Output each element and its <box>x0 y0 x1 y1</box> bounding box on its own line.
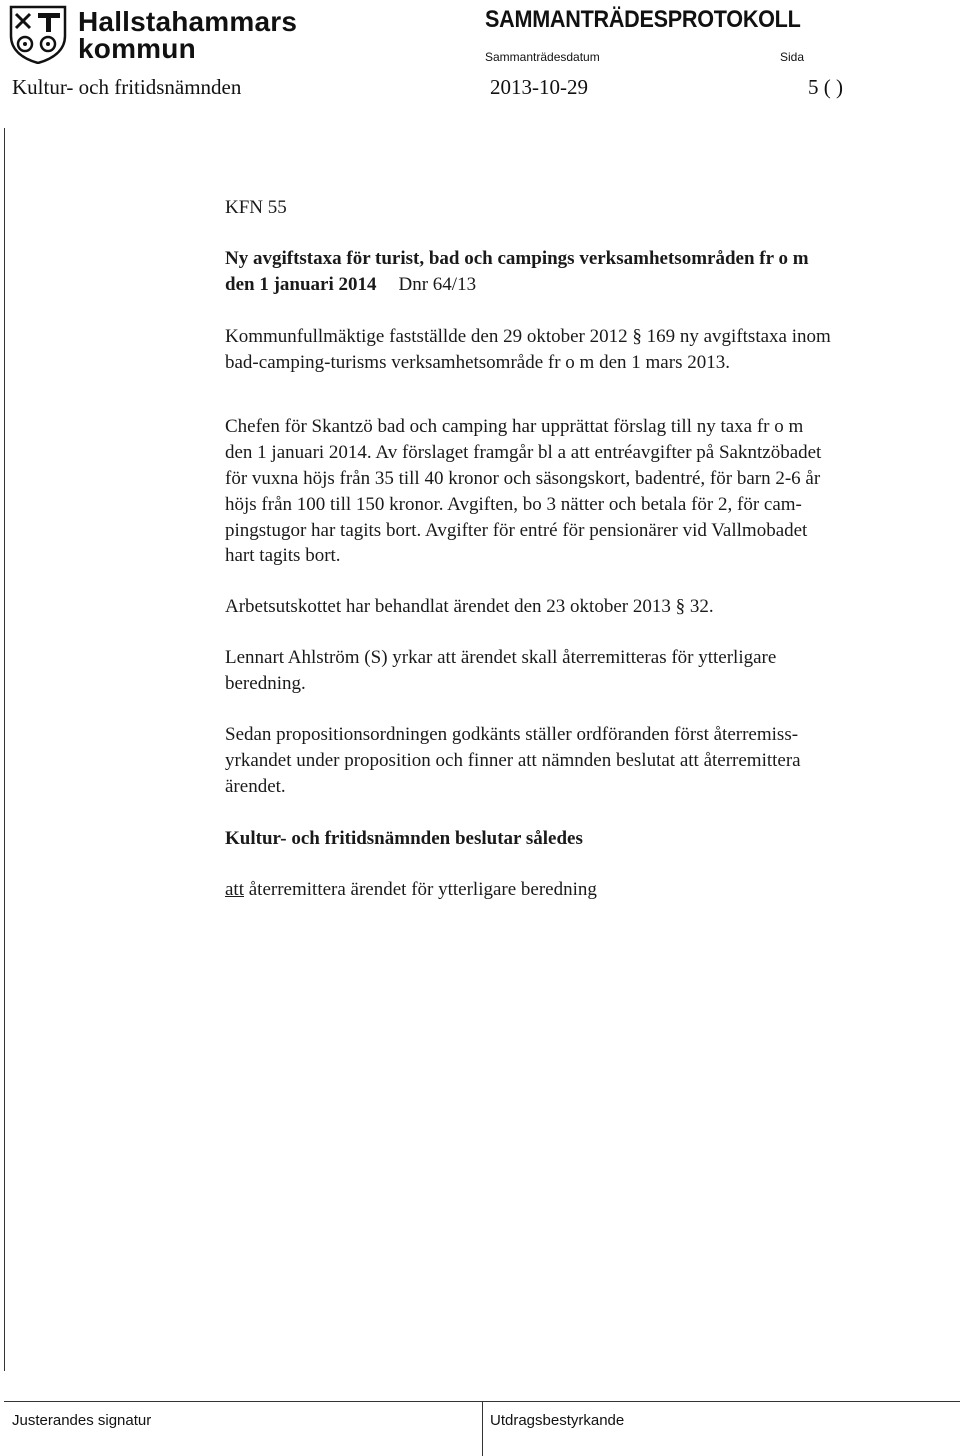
page-label: Sida <box>780 50 805 64</box>
paragraph-5-line1: Sedan propositionsordningen godkänts ställer ordföranden först återremiss- <box>225 724 799 745</box>
paragraph-1-line1: Kommunfullmäktige fastställde den 29 oktober 2012 § 169 ny avgiftstaxa inom <box>225 326 831 347</box>
footer-separator <box>482 1401 483 1456</box>
decision-text: återremittera ärendet för ytterligare beredning <box>244 879 597 900</box>
paragraph-2-line5: pingstugor har tagits bort. Avgifter för entré för pensionärer vid Vallmobadet <box>225 520 808 541</box>
paragraph-2-line4: höjs från 100 till 150 kronor. Avgiften, bo 3 nätter och betala för 2, för cam- <box>225 494 802 515</box>
meeting-date: 2013-10-29 <box>490 75 588 99</box>
paragraph-5-line3: ärendet. <box>225 776 286 797</box>
adjuster-signature-label: Justerandes signatur <box>12 1412 152 1429</box>
paragraph-3: Arbetsutskottet har behandlat ärendet den 23 oktober 2013 § 32. <box>225 596 714 617</box>
committee-name: Kultur- och fritidsnämnden <box>12 75 242 99</box>
diary-number: Dnr 64/13 <box>398 274 477 295</box>
municipal-crest-icon <box>8 4 68 64</box>
document-title: SAMMANTRÄDESPROTOKOLL <box>485 6 801 33</box>
decision-heading: Kultur- och fritidsnämnden beslutar således <box>225 828 583 849</box>
paragraph-2-line6: hart tagits bort. <box>225 545 341 566</box>
section-number: KFN 55 <box>225 197 287 218</box>
page-number: 5 ( ) <box>808 75 843 99</box>
decision-line <box>225 877 925 902</box>
paragraph-2-line1: Chefen för Skantzö bad och camping har upprättat förslag till ny taxa fr o m <box>225 416 804 437</box>
paragraph-4-line1: Lennart Ahlström (S) yrkar att ärendet skall återremitteras för ytterligare <box>225 647 777 668</box>
paragraph-2-line3: för vuxna höjs från 35 till 40 kronor och säsongskort, badentré, för barn 2-6 år <box>225 468 821 489</box>
municipality-logo <box>8 4 298 66</box>
paragraph-5-line2: yrkandet under proposition och finner att nämnden beslutat att återremittera <box>225 750 801 771</box>
paragraph-4-line2: beredning. <box>225 673 306 694</box>
meeting-date-label: Sammanträdesdatum <box>485 50 600 64</box>
section-heading-line1: Ny avgiftstaxa för turist, bad och campings verksamhetsområden fr o m <box>225 248 809 269</box>
extract-certification-label: Utdragsbestyrkande <box>490 1412 625 1429</box>
paragraph-2-line2: den 1 januari 2014. Av förslaget framgår bl a att entréavgifter på Sakntzöbadet <box>225 442 822 463</box>
paragraph-1-line2: bad-camping-turisms verksamhetsområde fr o m den 1 mars 2013. <box>225 352 730 373</box>
logo-text-line1: Hallstahammars <box>78 6 298 37</box>
logo-text-line2: kommun <box>78 33 196 64</box>
section-heading-line2 <box>225 272 925 297</box>
decision-att: att <box>225 879 244 900</box>
heading-date: den 1 januari 2014 <box>225 274 377 295</box>
left-margin-rule <box>4 128 5 1371</box>
